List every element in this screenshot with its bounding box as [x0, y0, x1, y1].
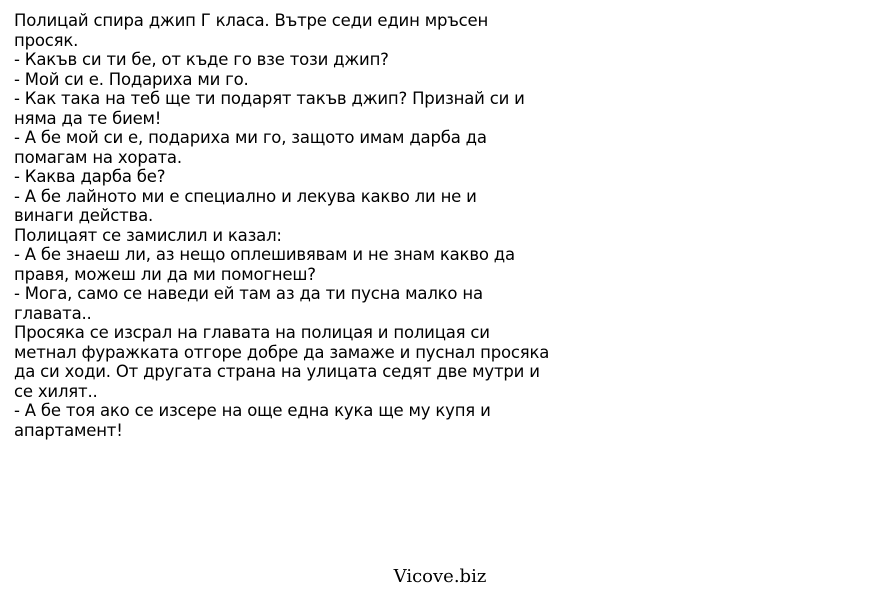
text-line: - А бе мой си е, подариха ми го, защото имам дарба да — [14, 128, 487, 147]
text-line: правя, можеш ли да ми помогнеш? — [14, 264, 316, 284]
joke-text — [14, 11, 574, 440]
text-line: - А бе тоя ако се изсере на още една кука ще му купя и — [14, 401, 491, 420]
text-line: винаги действа. — [14, 206, 154, 225]
text-line: - Какъв си ти бе, от къде го взе този джип? — [14, 50, 389, 69]
text-line: главата.. — [14, 303, 92, 323]
text-line: - Как така на теб ще ти подарят такъв джип? Признай си и — [14, 89, 525, 108]
text-line: няма да те бием! — [14, 108, 162, 128]
text-line: - Мога, само се наведи ей там аз да ти пусна малко на — [14, 284, 483, 303]
text-line: Полицаят се замислил и казал: — [14, 225, 282, 245]
text-line: метнал фуражката отгоре добре да замаже и пуснал просяка — [14, 342, 550, 362]
text-line: - Мой си е. Подариха ми го. — [14, 69, 249, 89]
text-line: Полицай спира джип Г класа. Вътре седи един мръсен — [14, 11, 489, 30]
text-line: просяк. — [14, 30, 79, 50]
text-line: - Каква дарба бе? — [14, 167, 166, 186]
text-line: помагам на хората. — [14, 147, 182, 167]
text-line: апартамент! — [14, 420, 123, 440]
text-line: - А бе знаеш ли, аз нещо оплешивявам и не знам какво да — [14, 245, 515, 264]
text-line: се хилят.. — [14, 381, 98, 401]
text-line: да си ходи. От другата страна на улицата седят две мутри и — [14, 362, 540, 381]
text-line: Просяка се изсрал на главата на полицая и полицая си — [14, 323, 490, 342]
text-line: - А бе лайното ми е специално и лекува какво ли не и — [14, 186, 477, 206]
site-watermark: Vicove.biz — [393, 566, 487, 587]
